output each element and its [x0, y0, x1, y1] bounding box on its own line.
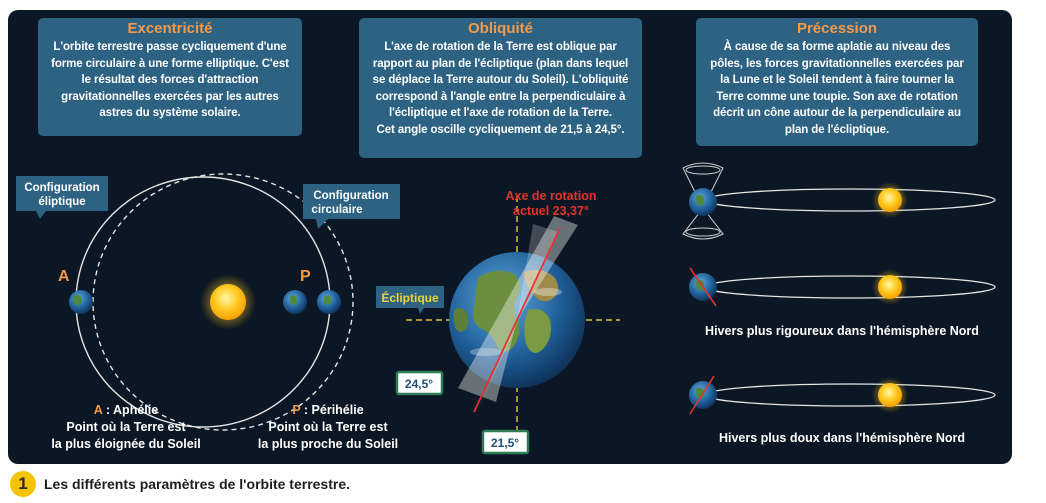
elliptic-label-line2: éliptique: [38, 196, 86, 208]
perihelie-line1: Point où la Terre est: [268, 420, 388, 434]
precession-earth-2-icon: [689, 268, 717, 306]
precession-sun-3-icon: [878, 383, 902, 407]
perihelie-line2: la plus proche du Soleil: [257, 437, 399, 451]
precession-caption-1: Hivers plus rigoureux dans l'hémisphère Nord: [705, 324, 979, 338]
aphelie-line2: la plus éloignée du Soleil: [51, 437, 201, 451]
excentricite-text: L'orbite terrestre passe cycliquement d'une forme circulaire à une forme elliptique. C'est le résultat des forces d'attraction gravitationnelles exercées par les autres astres du système solaire.: [51, 41, 289, 119]
circular-label-line2: circulaire: [311, 204, 363, 216]
precession-orbit-2: [705, 276, 995, 298]
excentricite-box: [38, 18, 302, 136]
aphelie-caption: A : Aphélie Point où la Terre est la plus éloignée du Soleil: [36, 402, 216, 453]
precession-sun-2-icon: [878, 275, 902, 299]
obliquite-box: [359, 18, 642, 158]
obliquite-text-2: Cet angle oscille cycliquement de 21,5 à 24,5°.: [376, 123, 625, 136]
earth-aphelion-icon: [69, 290, 93, 314]
perihelie-caption: P : Périhélie Point où la Terre est la plus proche du Soleil: [238, 402, 418, 453]
perihelie-title: Périhélie: [311, 403, 364, 417]
precession-orbit-3: [705, 384, 995, 406]
earth-perihelion-inner-icon: [283, 290, 307, 314]
precession-box: [696, 18, 978, 146]
precession-text: À cause de sa forme aplatie au niveau des pôles, les forces gravitationnelles exercées par la Lune et le Soleil tendent à faire tourner la Terre comme une toupie. Son axe de rotation décrit un cône autour de la perpendiculaire au plan de l'écliptique.: [710, 41, 964, 136]
precession-earth-3-icon: [689, 376, 717, 414]
precession-sun-1-icon: [878, 188, 902, 212]
aphelion-marker: A: [58, 268, 70, 285]
axis-label-line1: Axe de rotation: [505, 189, 597, 203]
precession-earth-cone-icon: [683, 163, 723, 239]
max-angle-label: 24,5°: [404, 377, 434, 391]
perihelie-marker-inline: P: [292, 403, 301, 417]
figure-caption: [10, 470, 350, 498]
obliquite-title: Obliquité: [468, 20, 533, 37]
aphelie-marker-inline: A: [93, 403, 103, 417]
ecliptic-label: Écliptique: [381, 291, 439, 305]
obliquite-text: L'axe de rotation de la Terre est oblique par rapport au plan de l'écliptique (plan dans lequel se déplace la Terre autour du Soleil). L'obliquité correspond à l'angle entre la perpendiculaire à l'écliptique et l'axe de rotation de la Terre.: [372, 41, 629, 119]
figure-number-badge: 1: [10, 471, 36, 497]
aphelie-title: Aphélie: [113, 403, 159, 417]
elliptic-label-line1: Configuration: [24, 182, 100, 194]
figure-panel: [8, 10, 1012, 464]
figure-title: Les différents paramètres de l'orbite terrestre.: [44, 476, 350, 492]
sun-icon: [210, 284, 246, 320]
aphelie-line1: Point où la Terre est: [66, 420, 186, 434]
excentricite-title: Excentricité: [127, 20, 213, 37]
perihelion-marker: P: [300, 268, 311, 285]
min-angle-label: 21,5°: [490, 436, 520, 450]
axis-label-line2: actuel 23,37°: [513, 204, 589, 218]
circular-label-line1: Configuration: [313, 190, 389, 202]
earth-perihelion-outer-icon: [317, 290, 341, 314]
precession-orbit-1: [705, 189, 995, 211]
precession-caption-2: Hivers plus doux dans l'hémisphère Nord: [718, 431, 966, 445]
precession-title: Précession: [796, 20, 878, 37]
